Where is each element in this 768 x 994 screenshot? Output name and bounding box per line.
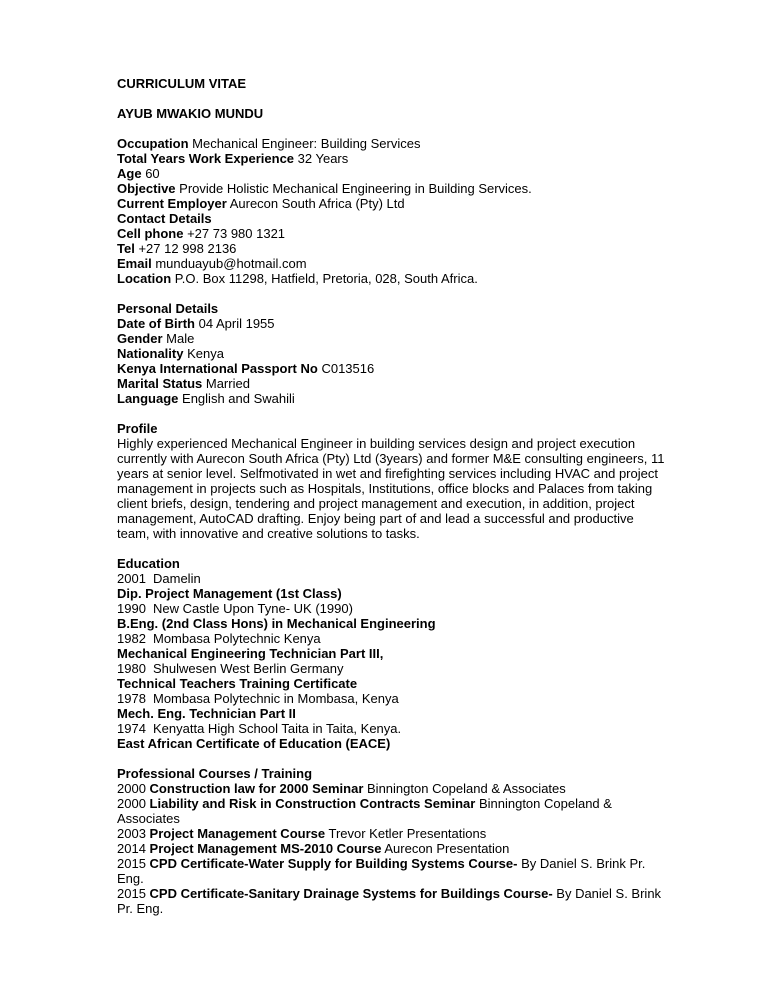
- contact-row: [117, 256, 672, 271]
- field-value: Aurecon South Africa (Pty) Ltd: [229, 196, 405, 211]
- course-provider: Binnington Copeland & Associates: [117, 796, 612, 826]
- education-year: 1978: [117, 691, 146, 706]
- contact-heading: Contact Details: [117, 211, 212, 226]
- field-label: Age: [117, 166, 142, 181]
- education-qualification: East African Certificate of Education (EACE): [117, 736, 391, 751]
- field-value: Kenya: [187, 346, 224, 361]
- field-value: 04 April 1955: [198, 316, 275, 331]
- course-row: [117, 781, 672, 796]
- summary-row: [117, 136, 672, 151]
- personal-heading: Personal Details: [117, 301, 219, 316]
- contact-row: [117, 226, 672, 241]
- course-provider: By Daniel S. Brink Pr. Eng.: [117, 886, 662, 916]
- course-title: Project Management MS-2010 Course: [149, 841, 382, 856]
- profile-line: client briefs, design, tendering and project management and execution, in addition, project: [117, 496, 635, 511]
- course-provider: Binnington Copeland & Associates: [367, 781, 566, 796]
- profile-line: years at senior level. Selfmotivated in wet and firefighting services including HVAC and project: [117, 466, 658, 481]
- field-value: Male: [166, 331, 195, 346]
- personal-row: [117, 391, 672, 406]
- education-row: [117, 601, 672, 616]
- personal-row: [117, 316, 672, 331]
- education-institution: Kenyatta High School Taita in Taita, Kenya.: [153, 721, 402, 736]
- course-row: [117, 796, 672, 826]
- profile-line: Highly experienced Mechanical Engineer in building services design and project execution: [117, 436, 636, 451]
- field-label: Tel: [117, 241, 135, 256]
- education-qualification: Technical Teachers Training Certificate: [117, 676, 358, 691]
- education-row: [117, 571, 672, 586]
- contact-section: [117, 226, 672, 286]
- education-qualification: Mechanical Engineering Technician Part III,: [117, 646, 384, 661]
- education-row: [117, 661, 672, 676]
- field-value: Married: [205, 376, 250, 391]
- summary-row: [117, 181, 672, 196]
- course-title: CPD Certificate-Water Supply for Building Systems Course-: [149, 856, 518, 871]
- education-institution: New Castle Upon Tyne- UK (1990): [153, 601, 353, 616]
- course-title: Project Management Course: [149, 826, 326, 841]
- profile-line: management, AutoCAD drafting. Enjoy being part of and lead a successful and productive: [117, 511, 634, 526]
- field-label: Occupation: [117, 136, 189, 151]
- personal-row: [117, 361, 672, 376]
- courses-section: [117, 781, 672, 916]
- education-row: [117, 631, 672, 646]
- summary-row: [117, 166, 672, 181]
- course-provider: By Daniel S. Brink Pr. Eng.: [117, 856, 646, 886]
- field-label: Date of Birth: [117, 316, 195, 331]
- course-provider: Aurecon Presentation: [384, 841, 510, 856]
- field-value: Mechanical Engineer: Building Services: [192, 136, 421, 151]
- contact-row: [117, 271, 672, 286]
- profile-line: currently with Aurecon South Africa (Pty) Ltd (3years) and former M&E consulting engineers, 11: [117, 451, 665, 466]
- course-title: Construction law for 2000 Seminar: [149, 781, 364, 796]
- profile-section: [117, 436, 672, 541]
- field-value: Provide Holistic Mechanical Engineering in Building Services.: [179, 181, 532, 196]
- courses-heading: Professional Courses / Training: [117, 766, 313, 781]
- document-title: CURRICULUM VITAE: [117, 76, 247, 91]
- education-year: 1990: [117, 601, 146, 616]
- education-institution: Shulwesen West Berlin Germany: [153, 661, 344, 676]
- personal-row: [117, 346, 672, 361]
- personal-section: [117, 316, 672, 406]
- field-value: C013516: [321, 361, 375, 376]
- course-year: 2003: [117, 826, 146, 841]
- education-institution: Damelin: [153, 571, 201, 586]
- field-value: +27 12 998 2136: [138, 241, 237, 256]
- cv-document: [117, 76, 672, 916]
- education-qualification: B.Eng. (2nd Class Hons) in Mechanical Engineering: [117, 616, 436, 631]
- summary-section: [117, 136, 672, 211]
- field-label: Email: [117, 256, 152, 271]
- course-year: 2015: [117, 886, 146, 901]
- field-label: Objective: [117, 181, 176, 196]
- education-section: [117, 571, 672, 751]
- personal-row: [117, 331, 672, 346]
- course-row: [117, 841, 672, 856]
- summary-row: [117, 196, 672, 211]
- profile-heading: Profile: [117, 421, 158, 436]
- course-year: 2014: [117, 841, 146, 856]
- education-qualification: Dip. Project Management (1st Class): [117, 586, 342, 601]
- field-label: Location: [117, 271, 172, 286]
- field-label: Gender: [117, 331, 163, 346]
- education-heading: Education: [117, 556, 180, 571]
- course-provider: Trevor Ketler Presentations: [328, 826, 487, 841]
- course-title: CPD Certificate-Sanitary Drainage Systems for Buildings Course-: [149, 886, 553, 901]
- contact-row: [117, 241, 672, 256]
- summary-row: [117, 151, 672, 166]
- field-value: +27 73 980 1321: [187, 226, 286, 241]
- education-row: [117, 691, 672, 706]
- education-year: 1982: [117, 631, 146, 646]
- field-value: munduayub@hotmail.com: [155, 256, 307, 271]
- course-title: Liability and Risk in Construction Contracts Seminar: [149, 796, 476, 811]
- field-label: Total Years Work Experience: [117, 151, 295, 166]
- field-label: Language: [117, 391, 179, 406]
- field-value: 32 Years: [297, 151, 349, 166]
- course-year: 2015: [117, 856, 146, 871]
- field-value: 60: [145, 166, 160, 181]
- candidate-name: AYUB MWAKIO MUNDU: [117, 106, 264, 121]
- education-institution: Mombasa Polytechnic Kenya: [153, 631, 321, 646]
- field-label: Marital Status: [117, 376, 203, 391]
- field-label: Current Employer: [117, 196, 227, 211]
- course-year: 2000: [117, 796, 146, 811]
- field-label: Cell phone: [117, 226, 184, 241]
- education-year: 1974: [117, 721, 146, 736]
- personal-row: [117, 376, 672, 391]
- profile-line: team, with innovative and creative solutions to tasks.: [117, 526, 420, 541]
- course-row: [117, 826, 672, 841]
- education-year: 2001: [117, 571, 146, 586]
- field-label: Nationality: [117, 346, 184, 361]
- education-qualification: Mech. Eng. Technician Part II: [117, 706, 296, 721]
- field-value: P.O. Box 11298, Hatfield, Pretoria, 028, South Africa.: [174, 271, 478, 286]
- education-year: 1980: [117, 661, 146, 676]
- course-year: 2000: [117, 781, 146, 796]
- field-label: Kenya International Passport No: [117, 361, 318, 376]
- field-value: English and Swahili: [182, 391, 295, 406]
- education-institution: Mombasa Polytechnic in Mombasa, Kenya: [153, 691, 399, 706]
- course-row: [117, 886, 672, 916]
- course-row: [117, 856, 672, 886]
- education-row: [117, 721, 672, 736]
- profile-line: management in projects such as Hospitals, Institutions, office blocks and Palaces from taking: [117, 481, 653, 496]
